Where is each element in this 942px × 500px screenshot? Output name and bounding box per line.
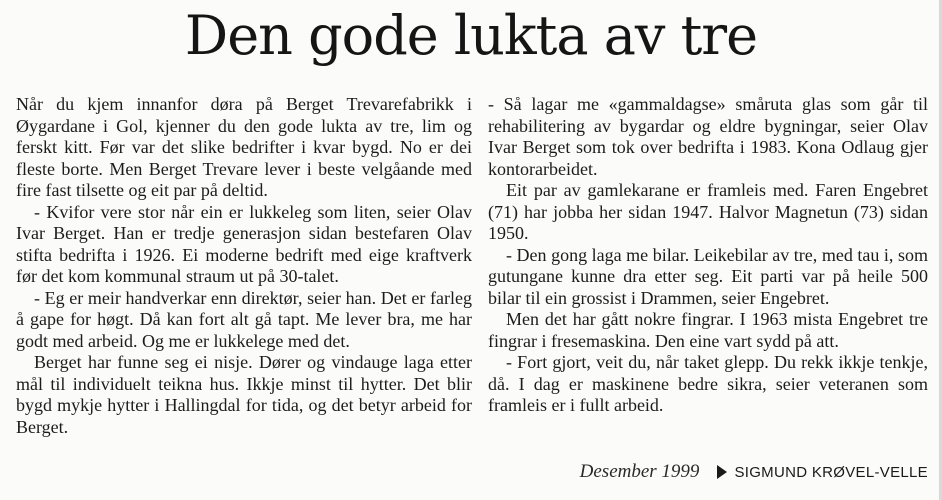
dateline: Desember 1999 xyxy=(579,461,700,482)
paragraph: - Eg er meir handverkar enn direktør, seier han. Det er farleg å gape for høgt. Då kan fort alt gå tapt. Me lever bra, me har godt med arbeid. Og me er lukkelege med det. xyxy=(16,287,472,351)
paragraph: Når du kjem innanfor døra på Berget Trevarefabrikk i Øygardane i Gol, kjenner du den gode lukta av tre, lim og ferskt kitt. Før var det slike bedrifter i kvar bygd. No er dei fleste borte. Men Berget Trevare lever i beste velgåande med fire fast tilsette og eit par på deltid. xyxy=(16,94,472,200)
paragraph: - Kvifor vere stor når ein er lukkeleg som liten, seier Olav Ivar Berget. Han er tredje generasjon sidan bestefaren Olav stifta bedrifta i 1926. Ei moderne bedrift med eige kraftverk før det kom kommunal straum ut på 30-talet. xyxy=(16,201,472,286)
headline: Den gode lukta av tre xyxy=(184,4,758,67)
byline-name: SIGMUND KRØVEL-VELLE xyxy=(734,463,928,481)
byline xyxy=(717,464,928,481)
paragraph: - Fort gjort, veit du, når taket glepp. Du rekk ikkje tenkje, då. I dag er maskinene bedre sikra, seier veteranen som framleis er i fullt arbeid. xyxy=(488,352,928,415)
paragraph: - Den gong laga me bilar. Leikebilar av tre, med tau i, som gutungane kunne dra etter seg. Eit parti var på heile 500 bilar til ein grossist i Drammen, seier Engebret. xyxy=(488,244,928,308)
paragraph: Men det har gått nokre fingrar. I 1963 mista Engebret tre fingrar i fresemaskina. Den eine vart sydd på att. xyxy=(488,309,928,351)
article-footer xyxy=(488,460,928,484)
paragraph: Eit par av gamlekarane er framleis med. Faren Engebret (71) har jobba her sidan 1947. Halvor Magnetun (73) sidan 1950. xyxy=(488,180,928,243)
paragraph: - Så lagar me «gammaldagse» småruta glas som går til rehabilitering av bygardar og eldre bygningar, seier Olav Ivar Berget som tok over bedrifta i 1983. Kona Odlaug gjer kontorarbeidet. xyxy=(488,94,928,179)
right-column xyxy=(488,94,928,417)
triangle-right-icon xyxy=(717,465,727,479)
left-column xyxy=(16,94,472,438)
paragraph: Berget har funne seg ei nisje. Dører og vindauge laga etter mål til individuelt teikna hus. Ikkje minst til hytter. Det blir bygd mykje hytter i Hallingdal for tida, og det betyr arbeid for Berget. xyxy=(16,352,472,437)
